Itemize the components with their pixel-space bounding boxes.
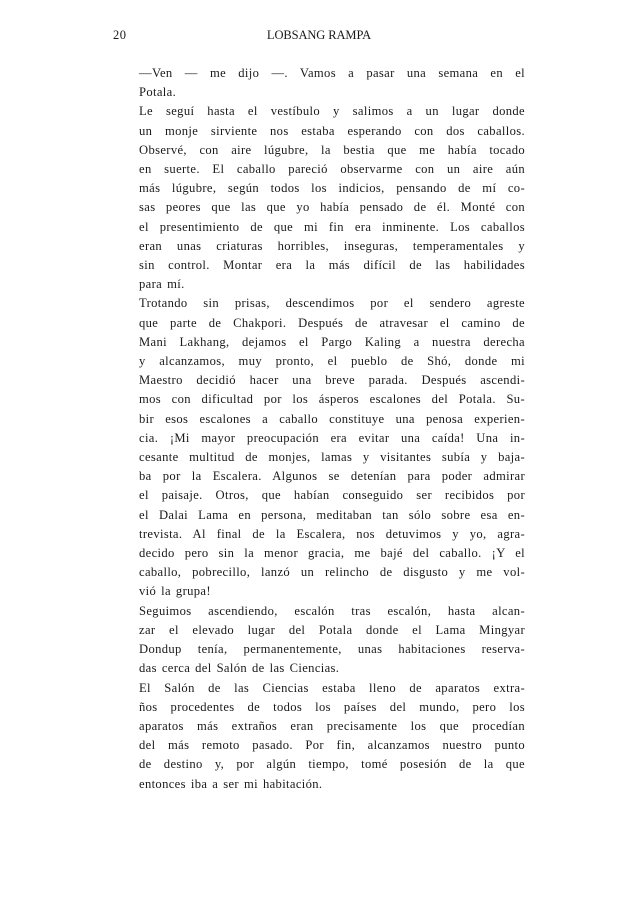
text-line: vió la grupa! xyxy=(139,584,211,599)
text-line: el Dalai Lama en persona, meditaban tan sólo sobre esa en- xyxy=(139,507,525,522)
text-line: eran unas criaturas horribles, inseguras, temperamentales y xyxy=(139,238,525,253)
text-line: mos con dificultad por los ásperos escalones del Potala. Su- xyxy=(139,392,525,407)
text-line: sas peores que las que yo había pensado de él. Monté con xyxy=(139,200,525,215)
text-line: del más remoto pasado. Por fin, alcanzamos nuestro punto xyxy=(139,738,525,753)
text-line: Maestro decidió hacer una breve parada. Después ascendi- xyxy=(139,373,525,388)
text-line: Dondup tenía, permanentemente, unas habitaciones reserva- xyxy=(139,642,525,657)
running-head-title: LOBSANG RAMPA xyxy=(266,28,372,42)
text-line: sin control. Montar era la más difícil de las habilidades xyxy=(139,258,525,273)
text-line: Observé, con aire lúgubre, la bestia que me había tocado xyxy=(139,142,525,157)
text-line: Mani Lakhang, dejamos el Pargo Kaling a nuestra derecha xyxy=(139,334,525,349)
text-line: Trotando sin prisas, descendimos por el sendero agreste xyxy=(139,296,525,311)
paragraph xyxy=(113,679,525,794)
text-line: un monje sirviente nos estaba esperando con dos caballos. xyxy=(139,123,525,138)
text-line: Seguimos ascendiendo, escalón tras escalón, hasta alcan- xyxy=(139,603,525,618)
page-number: 20 xyxy=(113,28,127,42)
running-head xyxy=(113,28,525,46)
text-line: para mí. xyxy=(139,277,185,292)
text-line: el presentimiento de que mi fin era inminente. Los caballos xyxy=(139,219,525,234)
text-line: Le seguí hasta el vestíbulo y salimos a un lugar donde xyxy=(139,104,525,119)
text-line: caballo, pobrecillo, lanzó un relincho de disgusto y me vol- xyxy=(139,565,525,580)
paragraph xyxy=(113,294,525,601)
paragraph xyxy=(113,102,525,294)
text-line: que parte de Chakpori. Después de atravesar el camino de xyxy=(139,315,525,330)
text-line: cia. ¡Mi mayor preocupación era evitar una caída! Una in- xyxy=(139,430,525,445)
text-line: aparatos más extraños eran precisamente los que procedían xyxy=(139,718,525,733)
text-line: ños procedentes de todos los países del mundo, pero los xyxy=(139,699,525,714)
text-line: el paisaje. Otros, que habían conseguido ser recibidos por xyxy=(139,488,525,503)
text-line: zar el elevado lugar del Potala donde el Lama Mingyar xyxy=(139,622,525,637)
text-line: en suerte. El caballo pareció observarme con un aire aún xyxy=(139,162,525,177)
paragraph xyxy=(113,64,525,102)
text-line: El Salón de las Ciencias estaba lleno de aparatos extra- xyxy=(139,680,525,695)
text-line: ba por la Escalera. Algunos se detenían para poder admirar xyxy=(139,469,525,484)
text-line: cesante multitud de monjes, lamas y visitantes subía y baja- xyxy=(139,450,525,465)
paragraph xyxy=(113,602,525,679)
text-line: y alcanzamos, muy pronto, el pueblo de Shó, donde mi xyxy=(139,354,525,369)
body-text xyxy=(113,64,525,794)
text-line: bir esos escalones a caballo constituye una penosa experien- xyxy=(139,411,525,426)
text-line: —Ven — me dijo —. Vamos a pasar una semana en el xyxy=(139,66,525,80)
text-line: más lúgubre, según todos los indicios, pensando de mí co- xyxy=(139,181,525,196)
text-line: das cerca del Salón de las Ciencias. xyxy=(139,661,340,676)
text-line: decido pero sin la menor gracia, me bajé del caballo. ¡Y el xyxy=(139,546,525,561)
text-line: de destino y, por algún tiempo, tomé posesión de la que xyxy=(139,757,525,772)
text-line: trevista. Al final de la Escalera, nos detuvimos y yo, agra- xyxy=(139,526,525,541)
text-line: Potala. xyxy=(139,85,177,100)
text-line: entonces iba a ser mi habitación. xyxy=(139,776,323,791)
